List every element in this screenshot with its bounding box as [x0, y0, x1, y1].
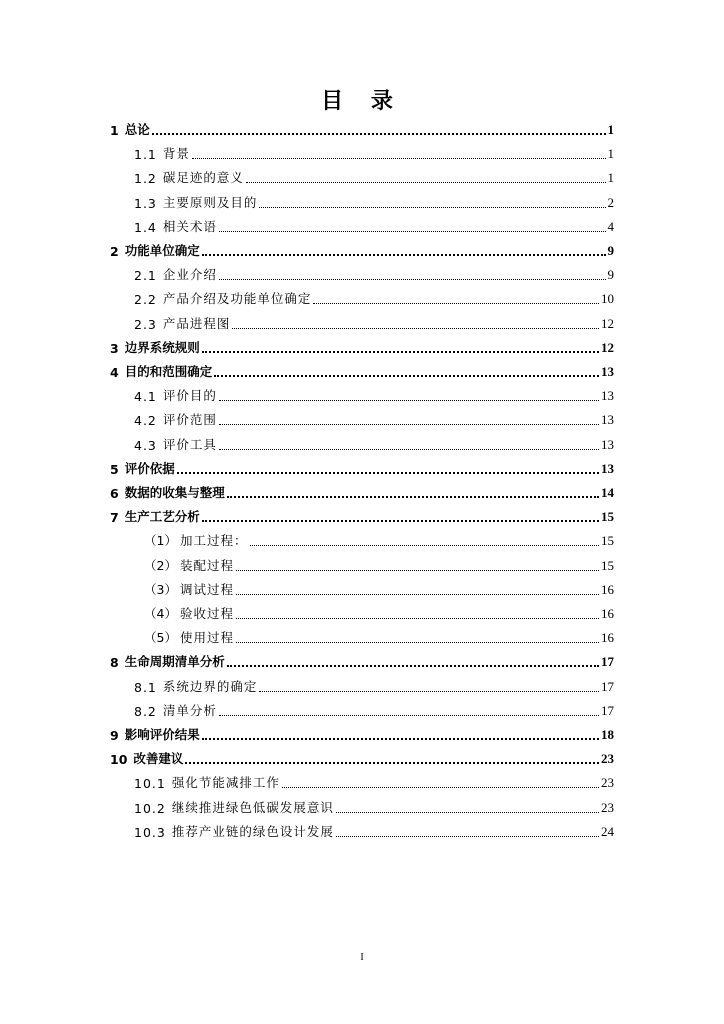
toc-dot-leader: [219, 424, 599, 425]
page-number: I: [360, 952, 364, 963]
toc-dot-leader: [259, 207, 605, 208]
toc-entry-number: 4.3: [134, 437, 157, 453]
toc-entry-page: 18: [601, 727, 614, 742]
toc-entry[interactable]: [134, 767, 614, 791]
toc-entry[interactable]: [144, 622, 614, 646]
toc-entry[interactable]: [110, 235, 614, 259]
toc-entry[interactable]: [134, 138, 614, 162]
toc-entry-number: 10.3: [134, 824, 166, 840]
toc-entry-number: 10: [110, 752, 128, 768]
toc-entry-page: 1: [607, 146, 614, 162]
toc-dot-leader: [219, 715, 599, 716]
toc-entry[interactable]: [144, 598, 614, 622]
toc-entry-title: 系统边界的确定: [162, 678, 258, 694]
toc-entry-number: 9: [110, 728, 119, 743]
toc-entry-number: 10.2: [134, 800, 166, 816]
toc-entry-page: 16: [601, 581, 614, 597]
toc-entry-title: 使用过程: [180, 630, 235, 646]
toc-entry-title: 相关术语: [162, 218, 217, 234]
toc-entry-number: 4: [110, 365, 119, 380]
toc-dot-leader: [336, 836, 599, 837]
toc-entry-number: （1）: [144, 533, 177, 549]
toc-entry-number: 10.1: [134, 776, 166, 792]
page-title: 目 录: [321, 89, 403, 114]
toc-entry-number: 2.2: [134, 292, 157, 308]
toc-entry-title: 评价依据: [124, 460, 175, 476]
toc-entry-title: 推荐产业链的绿色设计发展: [171, 823, 334, 839]
toc-entry[interactable]: [110, 477, 614, 501]
toc-entry[interactable]: [110, 453, 614, 477]
toc-entry-number: 8.1: [134, 679, 157, 695]
toc-dot-leader: [152, 133, 606, 135]
toc-entry-page: 16: [601, 630, 614, 646]
toc-entry-number: 2.1: [134, 268, 157, 284]
toc-dot-leader: [246, 182, 606, 183]
toc-dot-leader: [219, 279, 606, 280]
toc-entry[interactable]: [134, 308, 614, 332]
toc-entry-title: 生命周期清单分析: [124, 654, 225, 670]
toc-entry[interactable]: [110, 356, 614, 380]
toc-entry-number: 1.4: [134, 219, 157, 235]
toc-entry-number: 3: [110, 340, 119, 356]
toc-entry-page: 15: [601, 533, 614, 549]
toc-entry-number: 4.2: [134, 413, 157, 429]
toc-dot-leader: [282, 787, 599, 788]
toc-entry-page: 17: [601, 702, 614, 718]
toc-entry-number: 1: [110, 123, 119, 138]
toc-dot-leader: [236, 594, 599, 595]
toc-entry-title: 加工过程：: [180, 533, 248, 549]
toc-dot-leader: [227, 665, 599, 667]
toc-entry-page: 14: [601, 485, 614, 500]
toc-entry-number: 2.3: [134, 316, 157, 332]
toc-entry-page: 4: [607, 218, 614, 234]
toc-entry[interactable]: [134, 404, 614, 428]
toc-dot-leader: [202, 351, 599, 353]
toc-entry-page: 15: [601, 509, 614, 525]
toc-dot-leader: [236, 618, 599, 619]
toc-entry-page: 16: [601, 606, 614, 621]
toc-entry[interactable]: [144, 574, 614, 598]
toc-entry-title: 背景: [162, 146, 190, 162]
toc-entry-number: 7: [110, 510, 119, 526]
toc-entry-title: 功能单位确定: [124, 243, 200, 258]
toc-entry-page: 13: [601, 436, 614, 452]
toc-dot-leader: [227, 496, 599, 498]
toc-dot-leader: [236, 642, 599, 643]
toc-entry-title: 继续推进绿色低碳发展意识: [171, 799, 334, 815]
toc-entry[interactable]: [134, 429, 614, 453]
toc-dot-leader: [313, 303, 599, 304]
toc-entry-page: 15: [601, 557, 614, 573]
toc-entry[interactable]: [134, 211, 614, 235]
toc-entry-title: 强化节能减排工作: [171, 775, 280, 791]
toc-entry[interactable]: [134, 283, 614, 307]
toc-dot-leader: [250, 545, 599, 546]
toc-entry[interactable]: [144, 550, 614, 574]
toc-entry-title: 产品介绍及功能单位确定: [162, 291, 312, 307]
toc-dot-leader: [336, 812, 599, 813]
toc-entry-page: 9: [607, 267, 614, 283]
toc-entry-number: 1.1: [134, 147, 157, 163]
toc-entry-page: 17: [601, 654, 614, 670]
toc-entry[interactable]: [134, 816, 614, 840]
toc-entry-title: 企业介绍: [162, 267, 217, 283]
toc-entry-title: 清单分析: [162, 702, 217, 718]
toc-entry-title: 装配过程: [180, 557, 235, 573]
toc-entry-page: 2: [607, 194, 614, 210]
toc-entry-title: 调试过程: [180, 581, 235, 597]
toc-entry-page: 10: [601, 291, 614, 307]
toc-entry[interactable]: [134, 162, 614, 186]
toc-entry-title: 影响评价结果: [124, 727, 200, 742]
toc-dot-leader: [259, 691, 599, 692]
toc-entry[interactable]: [110, 743, 614, 767]
toc-entry[interactable]: [110, 646, 614, 670]
toc-dot-leader: [185, 762, 599, 764]
toc-entry-page: 13: [601, 388, 614, 404]
toc-entry-page: 23: [601, 799, 614, 815]
toc-dot-leader: [214, 375, 599, 377]
toc-dot-leader: [202, 254, 606, 256]
toc-entry-number: 8.2: [134, 703, 157, 719]
toc-entry-title: 产品进程图: [162, 315, 231, 331]
toc-entry[interactable]: [134, 792, 614, 816]
toc-entry-number: （2）: [144, 557, 177, 573]
toc-entry-title: 主要原则及目的: [162, 194, 258, 210]
toc-dot-leader: [236, 570, 599, 571]
toc-entry-page: 17: [601, 678, 614, 694]
toc-entry-number: 1.2: [134, 171, 157, 187]
toc-dot-leader: [177, 472, 599, 474]
toc-entry-number: 8: [110, 655, 119, 671]
toc-entry[interactable]: [110, 501, 614, 525]
toc-entry-page: 12: [601, 339, 614, 355]
toc-dot-leader: [232, 328, 599, 329]
toc-entry-title: 目的和范围确定: [124, 364, 213, 379]
toc-entry-page: 13: [601, 364, 614, 379]
toc-dot-leader: [219, 400, 599, 401]
toc-entry-number: 2: [110, 244, 119, 259]
toc-entry-number: （3）: [144, 581, 177, 597]
toc-entry[interactable]: [134, 259, 614, 283]
toc-entry-page: 12: [601, 315, 614, 331]
toc-entry[interactable]: [134, 671, 614, 695]
toc-entry-title: 改善建议: [133, 751, 184, 767]
toc-entry-page: 1: [607, 170, 614, 186]
toc-entry-page: 24: [601, 823, 614, 839]
toc-entry-page: 9: [607, 243, 614, 258]
toc-entry-title: 验收过程: [180, 606, 235, 621]
toc-entry-title: 总论: [124, 122, 150, 137]
toc-entry-title: 碳足迹的意义: [162, 170, 244, 186]
toc-entry-title: 边界系统规则: [124, 339, 200, 355]
toc-dot-leader: [219, 449, 599, 450]
toc-entry-page: 23: [601, 751, 614, 767]
toc-entry-title: 数据的收集与整理: [124, 485, 225, 500]
toc-entry[interactable]: [110, 719, 614, 743]
toc-entry-page: 1: [607, 122, 614, 137]
toc-entry-number: （5）: [144, 630, 177, 646]
toc-entry-title: 评价范围: [162, 412, 217, 428]
toc-entry[interactable]: [144, 525, 614, 549]
toc-entry-number: 6: [110, 486, 119, 501]
toc-entry-title: 生产工艺分析: [124, 509, 200, 525]
toc-entry-number: 4.1: [134, 389, 157, 405]
toc-dot-leader: [202, 738, 599, 740]
toc-entry-title: 评价工具: [162, 436, 217, 452]
toc-entry[interactable]: [134, 187, 614, 211]
toc-entry-number: （4）: [144, 606, 177, 621]
toc-entry-page: 13: [601, 460, 614, 476]
toc-entry-page: 13: [601, 412, 614, 428]
toc-entry[interactable]: [110, 332, 614, 356]
toc-entry-title: 评价目的: [162, 388, 217, 404]
toc-entry-page: 23: [601, 775, 614, 791]
toc-entry[interactable]: [134, 695, 614, 719]
toc-entry[interactable]: [110, 114, 614, 138]
toc-entry-number: 1.3: [134, 195, 157, 211]
toc-entry[interactable]: [134, 380, 614, 404]
toc-dot-leader: [192, 158, 606, 159]
toc-dot-leader: [219, 231, 606, 232]
toc-dot-leader: [202, 520, 599, 522]
toc-entry-number: 5: [110, 461, 119, 477]
